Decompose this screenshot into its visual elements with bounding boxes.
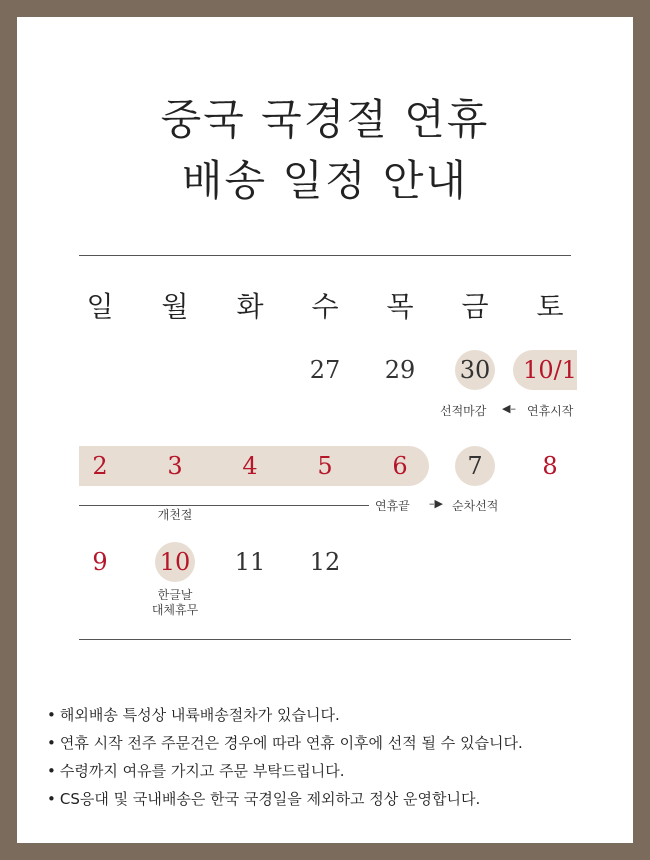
date-27: 27 bbox=[309, 356, 341, 384]
bullet-icon: • bbox=[47, 706, 56, 724]
notice-panel bbox=[17, 17, 633, 843]
bullet-icon: • bbox=[47, 790, 56, 808]
notice-text: CS응대 및 국내배송은 한국 국경일을 제외하고 정상 운영합니다. bbox=[59, 790, 481, 808]
date-11: 11 bbox=[234, 548, 266, 576]
weekday-wed: 수 bbox=[311, 290, 339, 323]
notice-item bbox=[47, 785, 523, 813]
notice-text: 수령까지 여유를 가지고 주문 부탁드립니다. bbox=[59, 762, 345, 780]
note-national-foundation-day: 개천절 bbox=[157, 508, 193, 522]
bullet-icon: • bbox=[47, 762, 56, 780]
date-29: 29 bbox=[384, 356, 416, 384]
date-4: 4 bbox=[242, 452, 258, 480]
date-5: 5 bbox=[317, 452, 333, 480]
notice-item bbox=[47, 729, 523, 757]
date-30: 30 bbox=[459, 356, 491, 384]
date-10-1: 10/1 bbox=[523, 356, 577, 384]
date-2: 2 bbox=[92, 452, 108, 480]
notice-item bbox=[47, 701, 523, 729]
bullet-icon: • bbox=[47, 734, 56, 752]
calendar-bottom-rule bbox=[79, 639, 571, 640]
weekday-mon: 월 bbox=[161, 290, 189, 323]
weekday-sat: 토 bbox=[536, 290, 564, 323]
date-9: 9 bbox=[92, 548, 108, 576]
notice-text: 연휴 시작 전주 주문건은 경우에 따라 연휴 이후에 선적 될 수 있습니다. bbox=[59, 734, 523, 752]
weekday-sun: 일 bbox=[86, 290, 114, 323]
date-3: 3 bbox=[167, 452, 183, 480]
notice-list bbox=[47, 701, 523, 813]
holiday-range-rule bbox=[79, 505, 369, 506]
date-6: 6 bbox=[392, 452, 408, 480]
calendar-top-rule bbox=[79, 255, 571, 256]
note-hangul-day: 한글날 bbox=[157, 588, 193, 602]
weekday-fri: 금 bbox=[461, 290, 489, 323]
title-line-2: 배송 일정 안내 bbox=[181, 156, 469, 205]
weekday-tue: 화 bbox=[236, 290, 264, 323]
weekday-thu: 목 bbox=[386, 290, 414, 323]
date-10: 10 bbox=[159, 548, 191, 576]
notice-text: 해외배송 특성상 내륙배송절차가 있습니다. bbox=[59, 706, 340, 724]
date-12: 12 bbox=[309, 548, 341, 576]
notice-item bbox=[47, 757, 523, 785]
arrow-right-icon: –▶ bbox=[429, 497, 443, 510]
note-holiday-start: 연휴시작 bbox=[527, 404, 574, 418]
arrow-left-icon: ◀– bbox=[502, 402, 516, 415]
note-holiday-end: 연휴끝 bbox=[375, 499, 410, 513]
note-order-deadline: 선적마감 bbox=[440, 404, 487, 418]
note-substitute-holiday: 대체휴무 bbox=[151, 603, 199, 617]
date-7: 7 bbox=[467, 452, 483, 480]
date-8: 8 bbox=[542, 452, 558, 480]
note-sequential-shipping: 순차선적 bbox=[452, 499, 499, 513]
title-line-1: 중국 국경절 연휴 bbox=[160, 95, 490, 144]
